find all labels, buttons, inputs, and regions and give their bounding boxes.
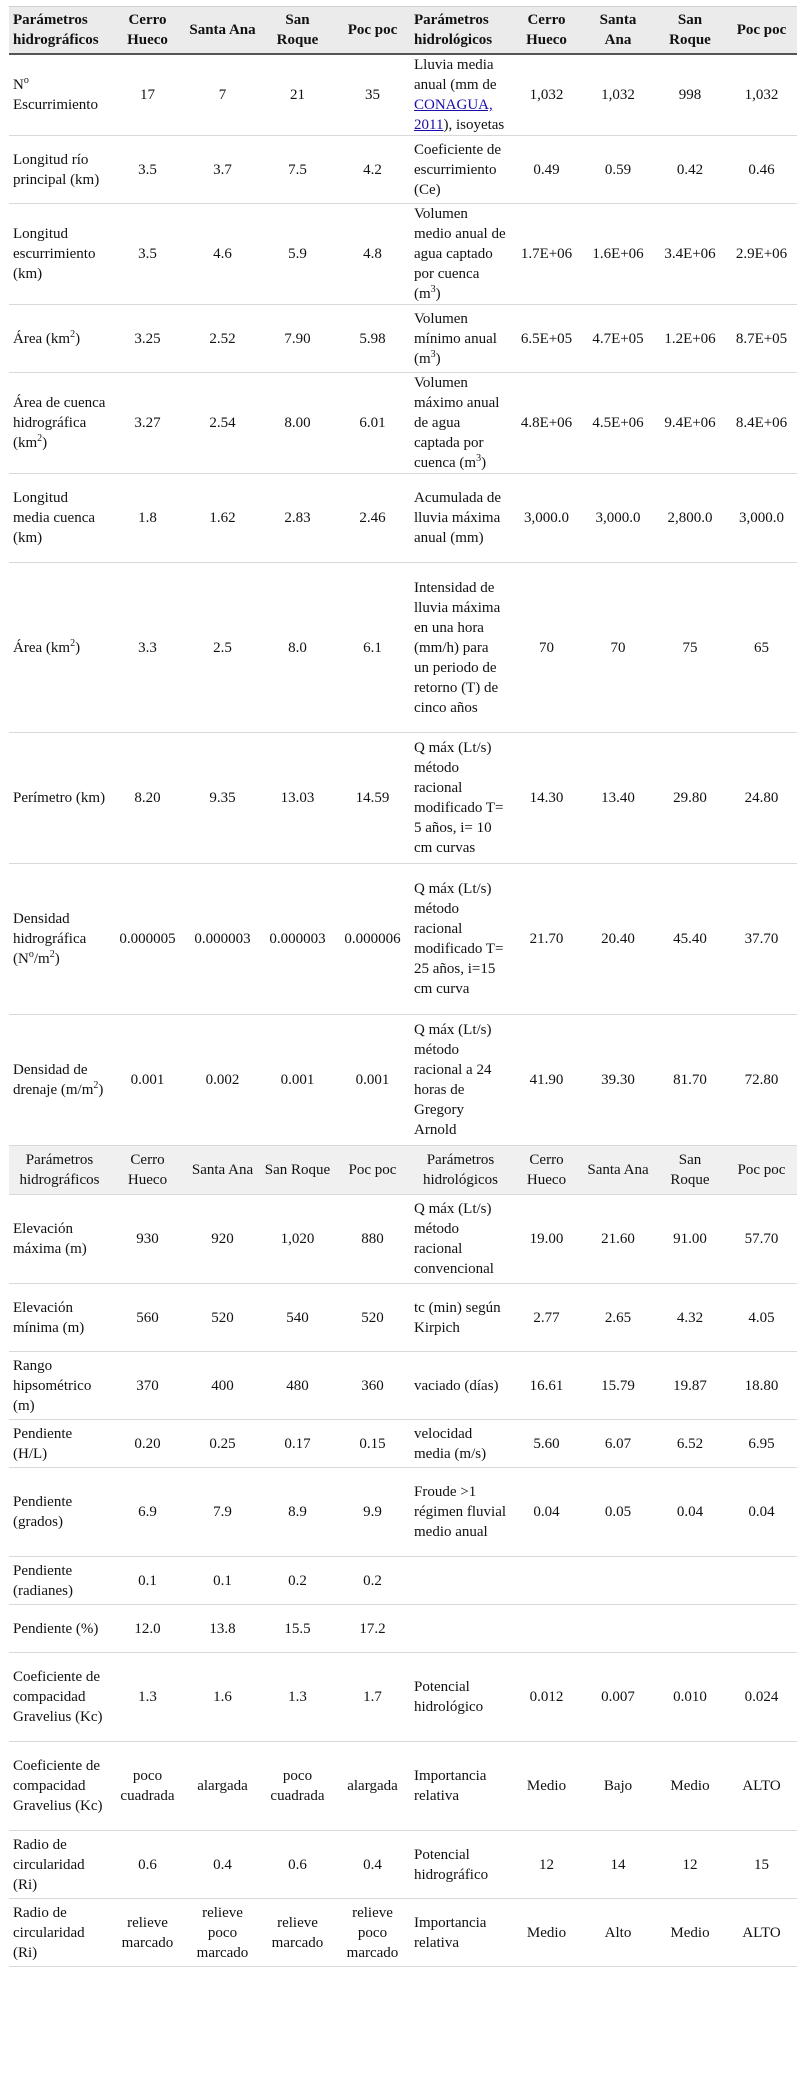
hidrografico-value-cell: 17 [110,54,185,136]
hidrografico-value-cell: 1,020 [260,1195,335,1284]
hidrografico-value-cell: 13.8 [185,1605,260,1653]
hidrologico-value-cell: San Roque [654,1146,726,1195]
hidrologico-value-cell: 1,032 [726,54,797,136]
hidrologico-value-cell [511,1557,582,1605]
hidrografico-value-cell: 0.6 [110,1831,185,1899]
hidrografico-value-cell: 3.27 [110,373,185,474]
hidrologico-parameter-label: Q máx (Lt/s) método racional modificado T= 25 años, i=15 cm curva [410,864,511,1015]
hidrologico-value-cell [582,1557,654,1605]
hidrologico-value-cell: 1,032 [582,54,654,136]
hidrografico-parameter-label: Coeficiente de compacidad Gravelius (Kc) [9,1653,110,1742]
hidrografico-parameter-label: Área $(km^2)$ [9,563,110,733]
hidrologico-value-cell: 0.04 [726,1468,797,1557]
hidrologico-value-cell: 0.04 [654,1468,726,1557]
table-row [9,1284,797,1352]
hidrologico-value-cell: 13.40 [582,733,654,864]
unit-superscript: 2 [93,1080,99,1091]
hidrologico-parameter-label: Volumen máximo anual de agua captada por cuenca $(m^3)$ [410,373,511,474]
header-hidrologicos: Parámetros hidrológicos [410,7,511,55]
hidrografico-value-cell: 0.000003 [185,864,260,1015]
hidrografico-value-cell: 7.90 [260,305,335,373]
unit-superscript: 2 [37,433,43,444]
unit-superscript: 3 [430,284,436,295]
hidrografico-value-cell: 520 [185,1284,260,1352]
table-row [9,54,797,136]
hidrologico-value-cell: 21.60 [582,1195,654,1284]
hidrografico-value-cell: 560 [110,1284,185,1352]
hidrografico-value-cell: poco cuadrada [110,1742,185,1831]
hidrologico-value-cell: 2.77 [511,1284,582,1352]
hidrologico-value-cell: 20.40 [582,864,654,1015]
table-row [9,474,797,563]
hidrografico-value-cell: 930 [110,1195,185,1284]
hidrologico-parameter-label: velocidad media (m/s) [410,1420,511,1468]
hidrografico-value-cell: San Roque [260,1146,335,1195]
hidrologico-value-cell [726,1557,797,1605]
hidrografico-value-cell: 2.54 [185,373,260,474]
hidrografico-value-cell: 13.03 [260,733,335,864]
hidrologico-parameter-label: Importancia relativa [410,1742,511,1831]
hidrologico-parameter-label: Importancia relativa [410,1899,511,1967]
hidrologico-parameter-label: Froude >1 régimen fluvial medio anual [410,1468,511,1557]
hidrologico-parameter-label: vaciado (días) [410,1352,511,1420]
hidrologico-value-cell: 0.024 [726,1653,797,1742]
hidrografico-value-cell: 480 [260,1352,335,1420]
hidrografico-parameter-label: Coeficiente de compacidad Gravelius (Kc) [9,1742,110,1831]
hidrografico-value-cell: 6.9 [110,1468,185,1557]
hidrologico-value-cell [726,1605,797,1653]
hidrografico-value-cell: 0.17 [260,1420,335,1468]
hidrografico-value-cell: 3.7 [185,136,260,204]
hidrografico-value-cell: 0.4 [335,1831,410,1899]
hidrologico-parameter-label [410,1557,511,1605]
hidrologico-parameter-label [410,1605,511,1653]
hidrografico-parameter-label: Elevación máxima (m) [9,1195,110,1284]
header-cerro-hueco-2: Cerro Hueco [511,7,582,55]
table-row [9,1195,797,1284]
hidrologico-parameter-label: Parámetros hidrológicos [410,1146,511,1195]
hidrografico-value-cell: 1.3 [110,1653,185,1742]
hidrologico-value-cell: Cerro Hueco [511,1146,582,1195]
hidrologico-value-cell [511,1605,582,1653]
header-poc-poc-2: Poc poc [726,7,797,55]
hidrologico-value-cell: 57.70 [726,1195,797,1284]
hidrologico-value-cell: 3,000.0 [582,474,654,563]
hidrologico-value-cell: 72.80 [726,1015,797,1146]
unit-superscript: 2 [49,949,55,960]
table-row [9,1605,797,1653]
unit-superscript: 3 [430,348,436,360]
hidrografico-value-cell: 8.0 [260,563,335,733]
hidrologico-value-cell: 81.70 [654,1015,726,1146]
table-row [9,1831,797,1899]
hidrografico-value-cell: 7 [185,54,260,136]
hidrologico-value-cell: 6.95 [726,1420,797,1468]
hidrografico-value-cell: 370 [110,1352,185,1420]
hidrografico-parameter-label: Longitud río principal (km) [9,136,110,204]
hidrologico-value-cell: 1.7E+06 [511,204,582,305]
hidrografico-parameter-label: Radio de circularidad (Ri) [9,1831,110,1899]
header-hidrograficos: Parámetros hidrográficos [9,7,110,55]
hidrografico-value-cell: relieve marcado [260,1899,335,1967]
hidrologico-value-cell: 8.7E+05 [726,305,797,373]
table-row [9,373,797,474]
hidrografico-value-cell: 5.9 [260,204,335,305]
hidrografico-value-cell: 0.15 [335,1420,410,1468]
hidrologico-parameter-label: tc (min) según Kirpich [410,1284,511,1352]
hidrologico-parameter-label: Acumulada de lluvia máxima anual (mm) [410,474,511,563]
hidrologico-value-cell: 70 [582,563,654,733]
header-santa-ana: Santa Ana [185,7,260,55]
hidrografico-parameter-label: Longitud escurrimiento (km) [9,204,110,305]
hidrologico-value-cell: 0.007 [582,1653,654,1742]
hidrografico-value-cell: 15.5 [260,1605,335,1653]
hidrologico-parameter-label: Volumen medio anual de agua captado por cuenca $(m^3)$ [410,204,511,305]
hidrologico-value-cell: 0.05 [582,1468,654,1557]
hidrologico-value-cell: 19.87 [654,1352,726,1420]
table-row [9,204,797,305]
hidrologico-value-cell: 2.65 [582,1284,654,1352]
hidrologico-value-cell: 0.46 [726,136,797,204]
hidrologico-value-cell: 4.8E+06 [511,373,582,474]
hidrologico-value-cell: 41.90 [511,1015,582,1146]
hidrografico-parameter-label: Longitud media cuenca (km) [9,474,110,563]
hidrografico-parameter-label: Área de cuenca hidrográfica $(km^2)$ [9,373,110,474]
hidrografico-parameter-label: Pendiente (grados) [9,1468,110,1557]
header-cerro-hueco: Cerro Hueco [110,7,185,55]
hidrografico-value-cell: 0.000003 [260,864,335,1015]
hidrografico-parameter-label: Elevación mínima (m) [9,1284,110,1352]
hidrologico-value-cell: 0.59 [582,136,654,204]
hidrologico-value-cell: Alto [582,1899,654,1967]
table-subheader-row [9,1146,797,1195]
hidrologico-value-cell: 0.04 [511,1468,582,1557]
hidrografico-value-cell: 540 [260,1284,335,1352]
table-row [9,1352,797,1420]
hidrografico-value-cell: 14.59 [335,733,410,864]
hidrologico-value-cell: 9.4E+06 [654,373,726,474]
hidrologico-value-cell: 0.012 [511,1653,582,1742]
hidrografico-value-cell: 1.62 [185,474,260,563]
hidrologico-parameter-label: Lluvia media anual (mm de CONAGUA, 2011), isoyetas [410,54,511,136]
hidrografico-value-cell: 3.5 [110,136,185,204]
hidrologico-parameter-label: Q máx (Lt/s) método racional convencional [410,1195,511,1284]
header-san-roque-2: San Roque [654,7,726,55]
hidrografico-value-cell: 8.20 [110,733,185,864]
hidrologico-value-cell: 0.42 [654,136,726,204]
hidrografico-value-cell: 35 [335,54,410,136]
header-san-roque: San Roque [260,7,335,55]
table-row [9,864,797,1015]
hidrografico-value-cell: 0.1 [185,1557,260,1605]
header-poc-poc: Poc poc [335,7,410,55]
hidrografico-value-cell: 3.3 [110,563,185,733]
unit-superscript: o [23,75,29,86]
hidrografico-parameter-label: Pendiente (H/L) [9,1420,110,1468]
hidrografico-parameter-label: Radio de circularidad (Ri) [9,1899,110,1967]
hidrografico-value-cell: 8.9 [260,1468,335,1557]
hidrografico-value-cell: 0.2 [260,1557,335,1605]
hidrografico-value-cell: 0.25 [185,1420,260,1468]
hidrologico-value-cell: 3,000.0 [511,474,582,563]
hidrologico-value-cell: 6.52 [654,1420,726,1468]
hidrografico-value-cell: 1.3 [260,1653,335,1742]
table-row [9,1468,797,1557]
table-row [9,1015,797,1146]
hidrologico-value-cell: 16.61 [511,1352,582,1420]
header-santa-ana-2: Santa Ana [582,7,654,55]
hidrologico-value-cell: 70 [511,563,582,733]
hidrografico-parameter-label: Densidad de drenaje $(m/m^2)$ [9,1015,110,1146]
hidrografico-value-cell: 7.9 [185,1468,260,1557]
hidrologico-value-cell: 24.80 [726,733,797,864]
hidrografico-value-cell: 0.4 [185,1831,260,1899]
hidrografico-value-cell: 2.83 [260,474,335,563]
hidrografico-parameter-label: Pendiente (%) [9,1605,110,1653]
table-body [9,54,797,1967]
hidrografico-value-cell: 2.52 [185,305,260,373]
hidrografico-parameter-label: Rango hipsométrico (m) [9,1352,110,1420]
hidrologico-value-cell: 998 [654,54,726,136]
hidrografico-value-cell: alargada [185,1742,260,1831]
hidrografico-value-cell: 0.001 [335,1015,410,1146]
hidrologico-value-cell: 4.05 [726,1284,797,1352]
hidrografico-value-cell: 0.20 [110,1420,185,1468]
hidrologico-parameter-label: Coeficiente de escurrimiento (Ce) [410,136,511,204]
hidrologico-value-cell: 18.80 [726,1352,797,1420]
hidrografico-value-cell: 17.2 [335,1605,410,1653]
unit-superscript: 2 [70,328,76,340]
hidrologico-value-cell: 4.7E+05 [582,305,654,373]
hidrologico-value-cell: 12 [511,1831,582,1899]
hidrologico-value-cell: 8.4E+06 [726,373,797,474]
hidrografico-value-cell: 6.01 [335,373,410,474]
hidrologico-value-cell: 6.5E+05 [511,305,582,373]
hidrologico-value-cell: 1.6E+06 [582,204,654,305]
table-row [9,305,797,373]
hidrologico-value-cell: 14.30 [511,733,582,864]
hidrografico-value-cell: 0.001 [260,1015,335,1146]
hidrografico-value-cell: relieve poco marcado [185,1899,260,1967]
unit-superscript: 2 [70,637,76,649]
hidrografico-value-cell: 0.002 [185,1015,260,1146]
hidrografico-value-cell: 400 [185,1352,260,1420]
hidrografico-value-cell: 9.35 [185,733,260,864]
hidrologico-value-cell: 39.30 [582,1015,654,1146]
hidrologico-parameter-label: Q máx (Lt/s) método racional a 24 horas de Gregory Arnold [410,1015,511,1146]
hidrologico-value-cell: 4.32 [654,1284,726,1352]
hidrologico-value-cell [582,1605,654,1653]
table-row [9,1653,797,1742]
table-row [9,1742,797,1831]
hidrologico-value-cell: 37.70 [726,864,797,1015]
hidrologico-value-cell: 2,800.0 [654,474,726,563]
hidrografico-value-cell: 2.5 [185,563,260,733]
hidrologico-value-cell: 21.70 [511,864,582,1015]
hidrografico-value-cell: 920 [185,1195,260,1284]
hidrologico-value-cell: 1,032 [511,54,582,136]
hidrografico-value-cell: 0.2 [335,1557,410,1605]
hidrografico-value-cell: 0.6 [260,1831,335,1899]
hidrologico-value-cell: ALTO [726,1899,797,1967]
table-row [9,1420,797,1468]
table-row [9,563,797,733]
citation-link[interactable]: CONAGUA, 2011 [414,97,493,133]
hidrografico-value-cell: relieve marcado [110,1899,185,1967]
hidrografico-value-cell: 520 [335,1284,410,1352]
hidrografico-value-cell: poco cuadrada [260,1742,335,1831]
hidrologico-parameter-label: Intensidad de lluvia máxima en una hora (mm/h) para un periodo de retorno (T) de cinco años [410,563,511,733]
hidrografico-value-cell: Poc poc [335,1146,410,1195]
hidrografico-value-cell: 21 [260,54,335,136]
hidrografico-value-cell: 0.000006 [335,864,410,1015]
hidrologico-parameter-label: Q máx (Lt/s) método racional modificado T= 5 años, i= 10 cm curvas [410,733,511,864]
hidrologico-value-cell: 12 [654,1831,726,1899]
hidrografico-value-cell: 0.000005 [110,864,185,1015]
hidrologico-value-cell: Poc poc [726,1146,797,1195]
hidrologico-value-cell: 14 [582,1831,654,1899]
table-row [9,1899,797,1967]
hidrologico-value-cell: Santa Ana [582,1146,654,1195]
table-row [9,1557,797,1605]
unit-superscript: 3 [476,453,482,464]
hidrologico-value-cell: 29.80 [654,733,726,864]
hidrologico-value-cell: 15.79 [582,1352,654,1420]
hidrologico-value-cell: 15 [726,1831,797,1899]
hidrologico-value-cell: 4.5E+06 [582,373,654,474]
hidrografico-value-cell: Cerro Hueco [110,1146,185,1195]
hidrografico-value-cell: 0.001 [110,1015,185,1146]
hidrologico-parameter-label: Potencial hidrográfico [410,1831,511,1899]
hidrografico-value-cell: 12.0 [110,1605,185,1653]
hidrologico-value-cell: Medio [511,1742,582,1831]
hidrologico-value-cell: 0.010 [654,1653,726,1742]
hidrografico-value-cell: Santa Ana [185,1146,260,1195]
hidrografico-value-cell: 4.6 [185,204,260,305]
hidrografico-parameter-label: Parámetros hidrográficos [9,1146,110,1195]
hidrografico-value-cell: 9.9 [335,1468,410,1557]
hidrografico-value-cell: 1.8 [110,474,185,563]
hidrografico-value-cell: 1.6 [185,1653,260,1742]
hidrologico-value-cell: Medio [654,1899,726,1967]
hidrografico-value-cell: alargada [335,1742,410,1831]
hidrologico-value-cell: 19.00 [511,1195,582,1284]
hidrografico-value-cell: 4.2 [335,136,410,204]
hidrologico-value-cell: 1.2E+06 [654,305,726,373]
table-row [9,733,797,864]
hidrografico-value-cell: 2.46 [335,474,410,563]
hidrografico-value-cell: 6.1 [335,563,410,733]
hidrologico-value-cell: 3.4E+06 [654,204,726,305]
hidrografico-parameter-label: Perímetro (km) [9,733,110,864]
hidrografico-value-cell: 0.1 [110,1557,185,1605]
hidrologico-value-cell: 65 [726,563,797,733]
hidrologico-parameter-label: Volumen mínimo anual $(m^3)$ [410,305,511,373]
hidrologico-value-cell: 5.60 [511,1420,582,1468]
hidrografico-value-cell: 880 [335,1195,410,1284]
hidrologico-value-cell: Medio [511,1899,582,1967]
hidrografico-value-cell: 7.5 [260,136,335,204]
table-header-row [9,7,797,55]
hidrologico-value-cell [654,1557,726,1605]
unit-superscript: o [28,949,34,960]
table-row [9,136,797,204]
hidrografico-value-cell: relieve poco marcado [335,1899,410,1967]
hidrologico-value-cell: 45.40 [654,864,726,1015]
hidrologico-value-cell: Medio [654,1742,726,1831]
hidrologico-value-cell: 6.07 [582,1420,654,1468]
hidrografico-value-cell: 1.7 [335,1653,410,1742]
hidrografico-parameter-label: Densidad hidrográfica $(N^o/m^2)$ [9,864,110,1015]
hidrologico-value-cell: 2.9E+06 [726,204,797,305]
hidrografico-value-cell: 8.00 [260,373,335,474]
hidrologico-parameter-label: Potencial hidrológico [410,1653,511,1742]
hidrografico-parameter-label: Área $(km^2)$ [9,305,110,373]
hidrografico-parameter-label: $N^o$ Escurrimiento [9,54,110,136]
hidrografico-value-cell: 3.5 [110,204,185,305]
hidrografico-parameter-label: Pendiente (radianes) [9,1557,110,1605]
hidrografico-value-cell: 5.98 [335,305,410,373]
hidrologico-value-cell: Bajo [582,1742,654,1831]
hidrologico-value-cell: 75 [654,563,726,733]
hidrologico-value-cell: ALTO [726,1742,797,1831]
hidrologico-value-cell: 3,000.0 [726,474,797,563]
hidrologico-value-cell: 91.00 [654,1195,726,1284]
hidrografico-value-cell: 4.8 [335,204,410,305]
parameters-table [9,6,797,1967]
hidrografico-value-cell: 360 [335,1352,410,1420]
hidrologico-value-cell: 0.49 [511,136,582,204]
hidrologico-value-cell [654,1605,726,1653]
hidrografico-value-cell: 3.25 [110,305,185,373]
